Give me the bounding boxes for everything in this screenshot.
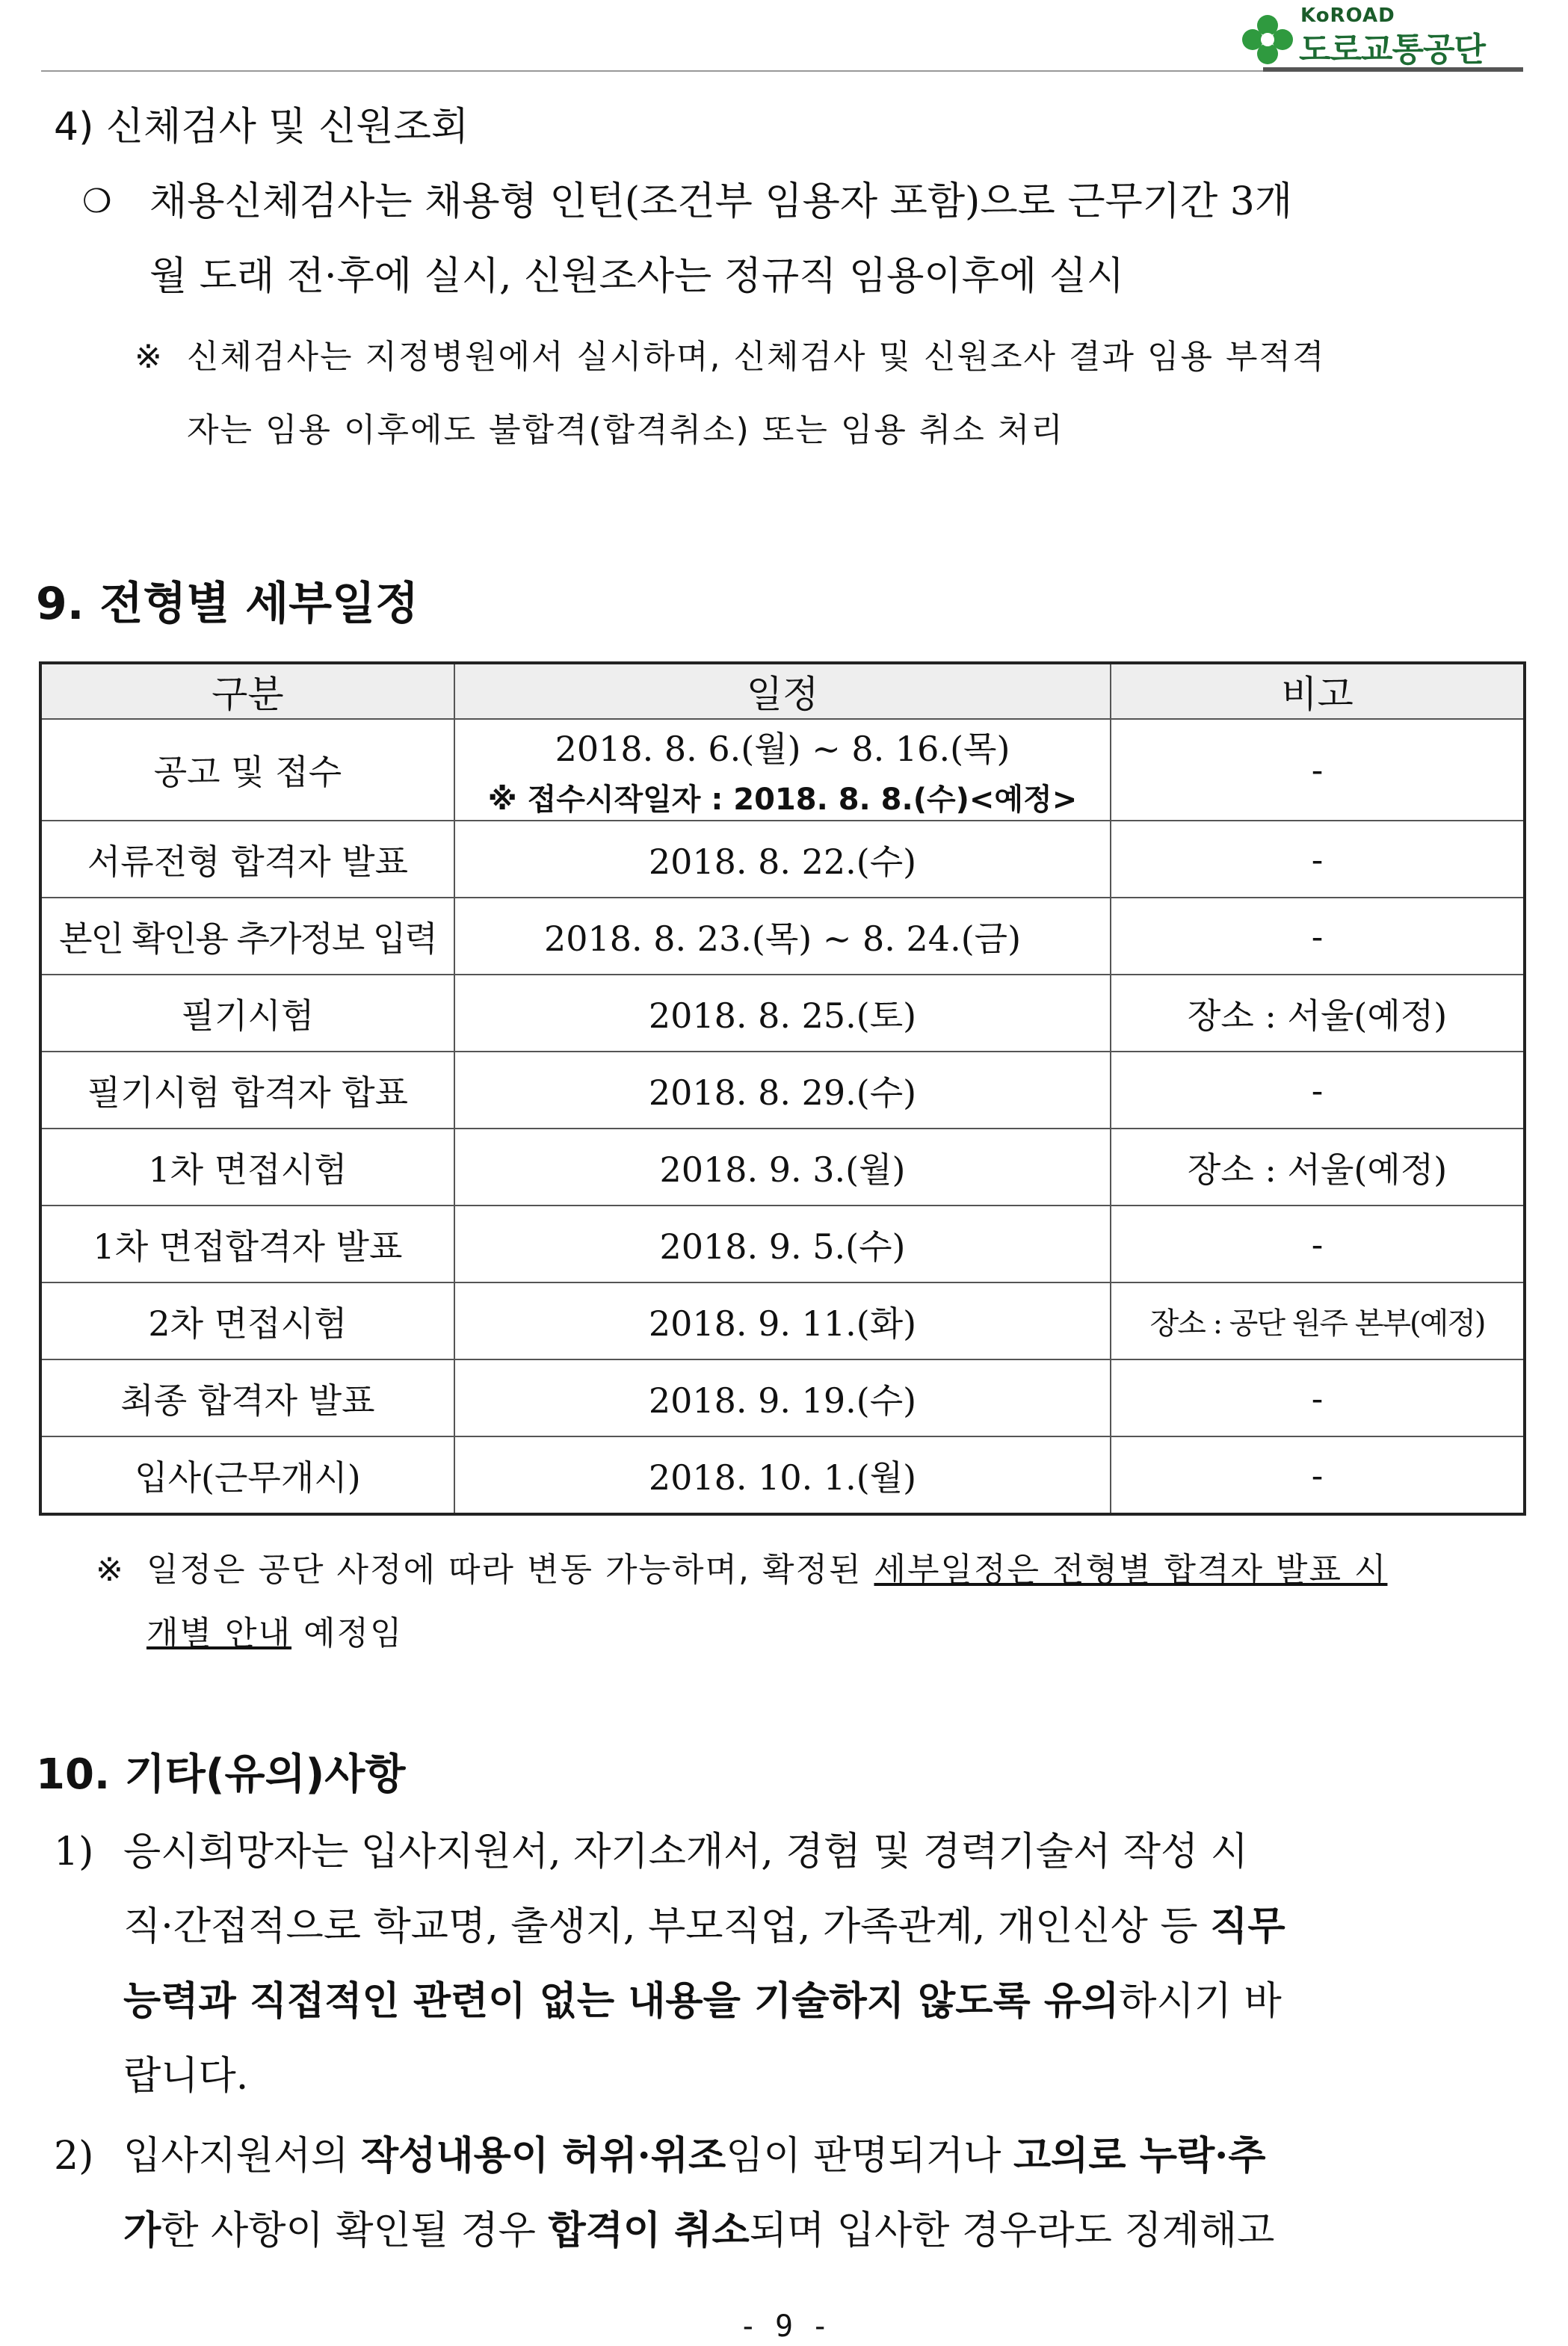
- item-1-number: 1): [54, 1830, 94, 1874]
- schedule-note-line-1: 일정은 공단 사정에 따라 변동 가능하며, 확정된 세부일정은 전형별 합격자 발표 시: [146, 1551, 1388, 1589]
- emphasis-text: 가: [123, 2208, 161, 2253]
- date-text: 2018. 8. 6.(월) ~ 8. 16.(목): [555, 728, 1010, 769]
- remark-cell: -: [1111, 898, 1525, 975]
- date-cell: 2018. 9. 3.(월): [454, 1129, 1111, 1206]
- table-row: [40, 1206, 1525, 1282]
- item-1-line-4: 랍니다.: [123, 2054, 249, 2099]
- remark-cell: 장소 : 서울(예정): [1111, 1129, 1525, 1206]
- date-cell: 2018. 8. 25.(토): [454, 975, 1111, 1052]
- table-row: [40, 1282, 1525, 1359]
- remark-cell: -: [1111, 1052, 1525, 1129]
- emphasis-text: 직무: [1210, 1904, 1285, 1949]
- table-row: [40, 719, 1525, 821]
- date-cell: 2018. 10. 1.(월): [454, 1436, 1111, 1514]
- note-mark: ※: [135, 338, 164, 376]
- column-header-date: 일정: [454, 663, 1111, 719]
- remark-cell: 장소 : 공단 원주 본부(예정): [1111, 1282, 1525, 1359]
- remark-cell: -: [1111, 821, 1525, 898]
- stage-cell: 필기시험 합격자 합표: [40, 1052, 454, 1129]
- stage-cell: 공고 및 접수: [40, 719, 454, 821]
- date-cell: 2018. 9. 19.(수): [454, 1359, 1111, 1436]
- section-4-bullet-line-2: 월 도래 전·후에 실시, 신원조사는 정규직 임용이후에 실시: [149, 254, 1125, 299]
- item-1-line-1: 응시희망자는 입사지원서, 자기소개서, 경험 및 경력기술서 작성 시: [123, 1830, 1249, 1874]
- clover-logo-icon: [1239, 13, 1296, 66]
- stage-cell: 필기시험: [40, 975, 454, 1052]
- logo-korean-text: 도로교통공단: [1299, 31, 1486, 69]
- emphasis-text: 능력과 직접적인 관련이 없는 내용을 기술하지 않도록 유의: [123, 1978, 1120, 2024]
- remark-cell: 장소 : 서울(예정): [1111, 975, 1525, 1052]
- remark-cell: -: [1111, 1436, 1525, 1514]
- stage-cell: 1차 면접합격자 발표: [40, 1206, 454, 1282]
- stage-cell: 2차 면접시험: [40, 1282, 454, 1359]
- table-row: [40, 1359, 1525, 1436]
- date-cell: [454, 719, 1111, 821]
- stage-cell: 본인 확인용 추가정보 입력: [40, 898, 454, 975]
- item-1-line-3: 능력과 직접적인 관련이 없는 내용을 기술하지 않도록 유의하시기 바: [123, 1978, 1282, 2024]
- section-10-heading: 10. 기타(유의)사항: [36, 1750, 406, 1799]
- table-row: [40, 975, 1525, 1052]
- section-9-heading: 9. 전형별 세부일정: [36, 578, 419, 630]
- date-cell: 2018. 8. 29.(수): [454, 1052, 1111, 1129]
- date-cell: 2018. 8. 22.(수): [454, 821, 1111, 898]
- bullet-icon: ❍: [82, 182, 112, 220]
- remark-cell: -: [1111, 1359, 1525, 1436]
- remark-cell: -: [1111, 1206, 1525, 1282]
- date-cell: 2018. 9. 5.(수): [454, 1206, 1111, 1282]
- item-2-line-1: 입사지원서의 작성내용이 허위·위조임이 판명되거나 고의로 누락·추: [123, 2133, 1266, 2179]
- stage-cell: 입사(근무개시): [40, 1436, 454, 1514]
- item-2-line-2: 가한 사항이 확인될 경우 합격이 취소되며 입사한 경우라도 징계해고: [123, 2208, 1275, 2253]
- stage-cell: 1차 면접시험: [40, 1129, 454, 1206]
- table-row: [40, 1129, 1525, 1206]
- stage-cell: 최종 합격자 발표: [40, 1359, 454, 1436]
- koroad-logo: [1239, 4, 1493, 67]
- column-header-remark: 비고: [1111, 663, 1525, 719]
- column-header-stage: 구분: [40, 663, 454, 719]
- date-cell: 2018. 9. 11.(화): [454, 1282, 1111, 1359]
- table-header-row: [40, 663, 1525, 719]
- page-number: - 9 -: [738, 2309, 830, 2344]
- section-4-heading: 4) 신체검사 및 신원조회: [54, 105, 469, 149]
- table-row: [40, 898, 1525, 975]
- underlined-text: 개별 안내: [146, 1614, 292, 1652]
- schedule-table: [39, 661, 1526, 1516]
- schedule-note-mark: ※: [96, 1551, 125, 1589]
- date-cell: 2018. 8. 23.(목) ~ 8. 24.(금): [454, 898, 1111, 975]
- item-2-number: 2): [54, 2134, 94, 2179]
- remark-cell: -: [1111, 719, 1525, 821]
- table-row: [40, 821, 1525, 898]
- schedule-note-line-2: 개별 안내 예정임: [146, 1614, 404, 1652]
- section-4-note-line-2: 자는 임용 이후에도 불합격(합격취소) 또는 임용 취소 처리: [187, 411, 1064, 449]
- emphasis-text: 고의로 누락·추: [1013, 2133, 1266, 2179]
- table-row: [40, 1052, 1525, 1129]
- section-4-bullet-line-1: 채용신체검사는 채용형 인턴(조건부 임용자 포함)으로 근무기간 3개: [149, 179, 1293, 224]
- logo-english-text: KoROAD: [1300, 4, 1395, 27]
- section-4-note-line-1: 신체검사는 지정병원에서 실시하며, 신체검사 및 신원조사 결과 임용 부적격: [187, 338, 1326, 376]
- underlined-text: 세부일정은 전형별 합격자 발표 시: [874, 1551, 1388, 1589]
- item-1-line-2: 직·간접적으로 학교명, 출생지, 부모직업, 가족관계, 개인신상 등 직무: [123, 1904, 1285, 1949]
- date-note: ※ 접수시작일자 : 2018. 8. 8.(수)<예정>: [487, 782, 1078, 817]
- emphasis-text: 합격이 취소: [548, 2208, 750, 2253]
- header-accent-bar: [1263, 67, 1523, 72]
- table-row: [40, 1436, 1525, 1514]
- emphasis-text: 작성내용이 허위·위조: [360, 2133, 726, 2179]
- stage-cell: 서류전형 합격자 발표: [40, 821, 454, 898]
